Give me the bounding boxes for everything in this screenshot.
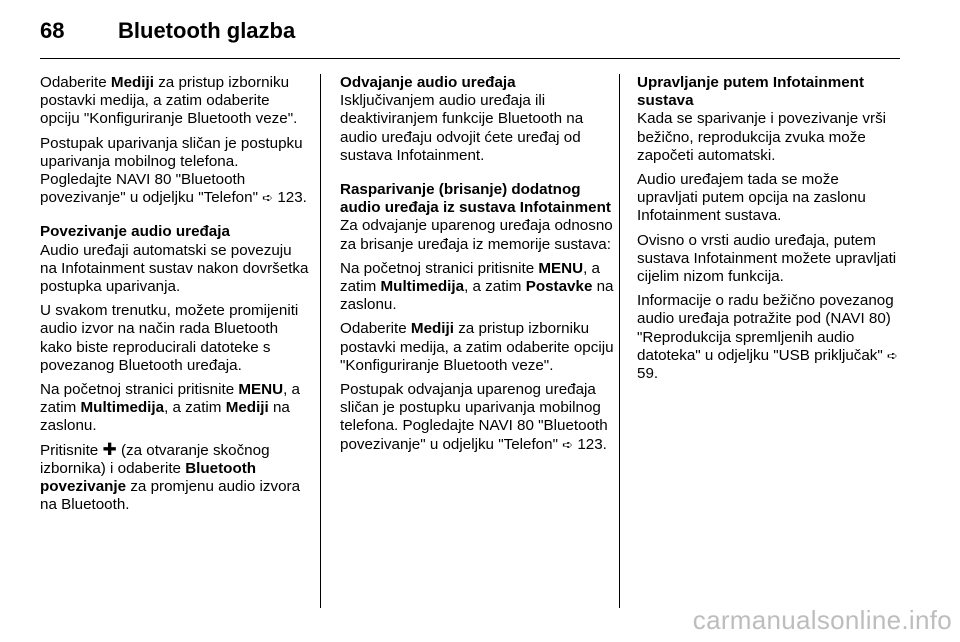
column-2 bbox=[340, 74, 614, 460]
paragraph: Audio uređajem tada se može upravljati putem opcija na zaslonu Infotainment sustava. bbox=[637, 171, 866, 225]
paragraph: Na početnoj stranici pritisnite MENU, a zatim Multimedija, a zatim Mediji na zaslonu. bbox=[40, 381, 300, 435]
section-heading: Povezivanje audio uređaja bbox=[40, 223, 230, 241]
section-heading: Odvajanje audio uređaja bbox=[340, 74, 516, 91]
paragraph: Pritisnite ✚ (za otvaranje skočnog izbornika) i odaberite Bluetooth povezivanje za promjenu audio izvora na Bluetooth. bbox=[40, 439, 301, 514]
plus-icon: ✚ bbox=[102, 439, 117, 459]
section-heading: Upravljanje putem Infotainment sustava bbox=[637, 74, 864, 110]
paragraph: Na početnoj stranici pritisnite MENU, a zatim Multimedija, a zatim Postavke na zaslonu. bbox=[340, 259, 614, 314]
paragraph: Odaberite Mediji za pristup izborniku postavki medija, a zatim odaberite opciju "Konfiguriranje Bluetooth veze". bbox=[340, 320, 614, 374]
paragraph: Odaberite Mediji za pristup izborniku postavki medija, a zatim odaberite opciju "Konfiguriranje Bluetooth veze". bbox=[40, 74, 298, 128]
column-3 bbox=[637, 74, 903, 389]
paragraph: Ovisno o vrsti audio uređaja, putem sustava Infotainment možete upravljati cijelim nizom funkcija. bbox=[637, 231, 897, 286]
watermark: carmanualsonline.info bbox=[692, 605, 952, 635]
header-divider bbox=[40, 58, 900, 59]
column-divider bbox=[320, 74, 321, 608]
paragraph: Postupak uparivanja sličan je postupku uparivanja mobilnog telefona. Pogledajte NAVI 80 "Bluetooth povezivanje" u odjeljku "Telefon" ➪ 123. bbox=[40, 134, 307, 207]
paragraph: Za odvajanje uparenog uređaja odnosno za brisanje uređaja iz memorije sustava: bbox=[340, 217, 613, 253]
paragraph: Postupak odvajanja uparenog uređaja sličan je postupku uparivanja mobilnog telefona. Pogledajte NAVI 80 "Bluetooth povezivanje" u odjeljku "Telefon" ➪ 123. bbox=[340, 381, 608, 453]
paragraph: U svakom trenutku, možete promijeniti audio izvor na način rada Bluetooth kako biste reproducirali datoteke s povezanog Bluetooth uređaja. bbox=[40, 302, 299, 374]
page-reference-icon: ➪ bbox=[562, 436, 574, 452]
page-number: 68 bbox=[40, 18, 65, 43]
page-reference-icon: ➪ bbox=[887, 347, 898, 363]
page-reference-icon: ➪ bbox=[262, 190, 274, 206]
paragraph: Audio uređaji automatski se povezuju na Infotainment sustav nakon dovršetka postupka uparivanja. bbox=[40, 241, 309, 296]
paragraph: Informacije o radu bežično povezanog audio uređaja potražite pod (NAVI 80) "Reprodukcija spremljenih audio datoteka" u odjeljku "USB priključak" ➪ 59. bbox=[637, 292, 898, 383]
column-divider bbox=[619, 74, 620, 608]
page-title: Bluetooth glazba bbox=[118, 18, 296, 43]
section-heading: Rasparivanje (brisanje) dodatnog audio uređaja iz sustava Infotainment bbox=[340, 181, 611, 217]
paragraph: Kada se sparivanje i povezivanje vrši bežično, reprodukcija zvuka može započeti automatski. bbox=[637, 110, 887, 164]
paragraph: Isključivanjem audio uređaja ili deaktiviranjem funkcije Bluetooth na audio uređaju odvojit ćete uređaj od sustava Infotainment. bbox=[340, 92, 584, 164]
page-header bbox=[40, 18, 295, 48]
column-1 bbox=[40, 74, 312, 520]
